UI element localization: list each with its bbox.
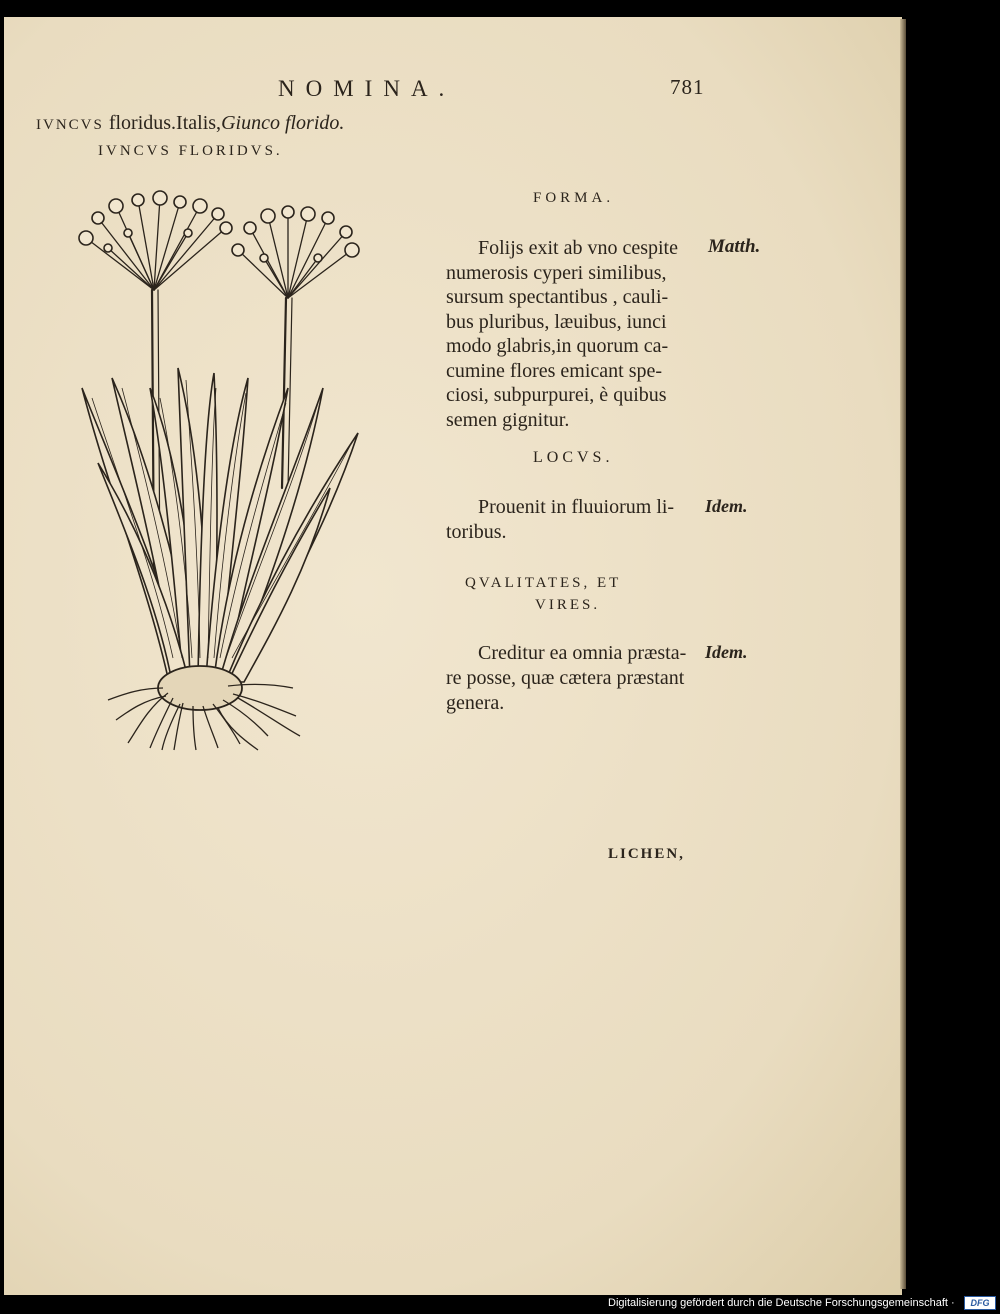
text-line: genera. (446, 692, 505, 714)
text-line: re posse, quæ cætera præstant (446, 667, 685, 689)
text-line: cumine flores emicant spe- (446, 359, 663, 382)
marginal-note: Idem. (705, 642, 748, 662)
section-heading-qualitates: QVALITATES, ET (465, 575, 622, 591)
text-line: numerosis cyperi similibus, (446, 261, 667, 284)
text-line: Creditur ea omnia præsta- (478, 642, 687, 664)
marginal-note: Idem. (705, 496, 748, 516)
section-heading-forma: FORMA. (533, 190, 615, 206)
section-heading-locus: LOCVS. (533, 449, 614, 466)
section-body-locus (446, 495, 674, 545)
text-line: Folijs exit ab vno cespite (478, 237, 678, 259)
footer-credit: Digitalisierung gefördert durch die Deutsche Forschungsgemeinschaft · (608, 1297, 955, 1309)
section-heading-qualitates-2: VIRES. (535, 597, 601, 613)
running-header: NOMINA. (278, 76, 456, 101)
section-body-qualitates (446, 641, 686, 716)
text-line: toribus. (446, 521, 507, 543)
text-line: Prouenit in fluuiorum li- (478, 496, 675, 518)
woodcut-illustration (68, 188, 368, 753)
catchword: LICHEN, (608, 846, 685, 862)
plant-caption: IVNCVS FLORIDVS. (98, 143, 283, 159)
text-line: ciosi, subpurpurei, è quibus (446, 384, 667, 406)
section-body-forma (446, 236, 711, 432)
page-edge (900, 19, 906, 1289)
text-line: modo glabris,in quorum ca- (446, 335, 669, 357)
text-line: bus pluribus, læuibus, iunci (446, 310, 667, 333)
page-number: 781 (670, 75, 705, 99)
text-line: semen gignitur. (446, 408, 570, 431)
dfg-logo: DFG (964, 1296, 996, 1310)
text-line: sursum spectantibus , cauli- (446, 286, 669, 308)
plant-name-line (36, 112, 344, 135)
name-caps: IVNCVS (36, 117, 104, 133)
marginal-note: Matth. (708, 236, 761, 257)
name-italian: Giunco florido. (221, 112, 345, 134)
name-text: floridus.Italis, (103, 112, 222, 134)
